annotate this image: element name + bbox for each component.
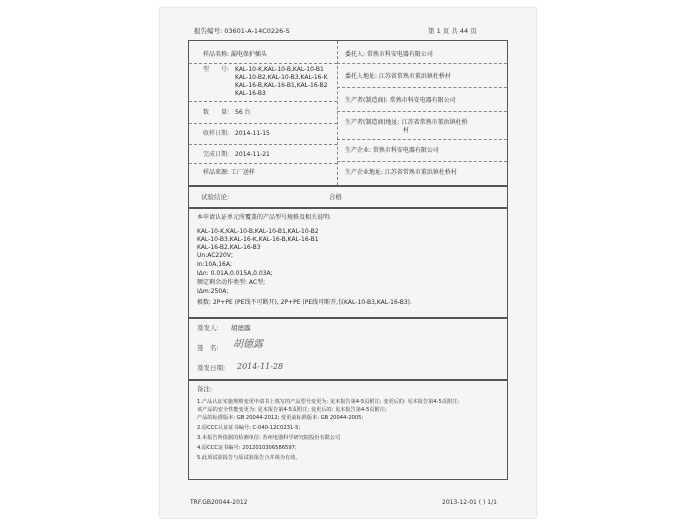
model-line: KAL-10-B2,KAL-10-B3,KAL-16-K xyxy=(235,74,328,81)
remark-line: 1.产品认证实施规则变更申请书上填写的产品型号变更为: 见本报告第4-5页附注; 变更后的: 见本报告第4-5页附注; xyxy=(197,399,460,405)
factory-address: 生产企业地址: 江苏省常熟市董浜镇杜桥村 xyxy=(345,169,457,176)
remark-line: 该产品的安全性能变更为: 见本报告第4-5页附注; 变更后的: 见本报告第4-5页附注; xyxy=(197,407,387,413)
scope-line: 极数: 2P+PE (PE线不可断开), 2P+PE (PE线可断开,仅KAL-10-B3,KAL-16-B3). xyxy=(197,299,412,306)
manufacturer: 生产者(制造商): 常熟市科安电器有限公司 xyxy=(345,97,456,104)
remark-line: 5.此项试验报告与原试验报告合并视为有效。 xyxy=(197,455,301,461)
scope-line: Un:AC220V; xyxy=(197,252,233,259)
client: 委托人: 常熟市科安电器有限公司 xyxy=(345,51,433,58)
conclusion-value: 合格 xyxy=(329,193,342,201)
conclusion-row xyxy=(188,186,508,208)
sample-source: 样品来源: 工厂送样 xyxy=(203,169,255,176)
signer-value: 胡德露 xyxy=(231,324,251,332)
scope-line: KAL-16-B2,KAL-16-B3 xyxy=(197,244,261,251)
report-page xyxy=(160,8,536,518)
scope-line: IΔn: 0.01A,0.015A,0.03A; xyxy=(197,270,273,277)
handwritten-signature: 胡德露 xyxy=(233,339,263,350)
model-line: KAL-16-B,KAL-16-B1,KAL-16-B2 xyxy=(235,82,328,89)
scope-intro: 本申请认证单元所覆盖的产品型号规格及相关说明: xyxy=(197,214,332,221)
manufacturer-address-cont: 村 xyxy=(403,127,410,134)
remark-line: 3.本报告所依据的检测单位: 苏州电器科学研究院股份有限公司 xyxy=(197,435,341,441)
signer-label: 签发人: xyxy=(197,324,219,332)
remark-line: 产品的标准版本: GB 20044-2012; 变更前标准版本: GB 20044-2005; xyxy=(197,415,364,421)
remark-line: 4.原CCC证书编号: 2012010306586597; xyxy=(197,445,297,451)
received-date-label: 收样日期: xyxy=(203,130,230,137)
completed-date-label: 完成日期: xyxy=(203,151,230,158)
scope-line: KAL-10-K,KAL-10-B,KAL-10-B1,KAL-10-B2 xyxy=(197,228,319,235)
report-number: 报告编号: 03601-A-14C0226-S xyxy=(194,27,290,35)
issue-date-label: 签发日期: xyxy=(197,364,226,372)
remarks-label: 备注: xyxy=(197,385,213,393)
scope-line: IΔm:250A; xyxy=(197,288,229,295)
remarks-section xyxy=(188,380,508,480)
quantity-value: 56 台 xyxy=(235,109,251,116)
factory: 生产企业: 常熟市科安电器有限公司 xyxy=(345,147,439,154)
client-address: 委托人地址: 江苏省常熟市董浜镇杜桥村 xyxy=(345,73,451,80)
issue-date-value: 2014-11-28 xyxy=(237,362,284,371)
scope-line: KAL-10-B3,KAL-16-K,KAL-16-B,KAL-16-B1 xyxy=(197,236,319,243)
remark-line: 2.原CCC认证证书编号: C-040-12C0231-5; xyxy=(197,425,301,431)
footer-form-code: TRF.GB20044-2012 xyxy=(190,499,248,506)
completed-date-value: 2014-11-21 xyxy=(235,151,270,158)
model-label: 型 号: xyxy=(203,66,230,73)
signature-label: 签 名: xyxy=(197,344,219,352)
received-date-value: 2014-11-15 xyxy=(235,130,270,137)
sample-name: 样品名称: 漏电保护插头 xyxy=(203,51,267,58)
scope-line: 额定剩余动作类型: AC型; xyxy=(197,279,266,286)
quantity-label: 数 量: xyxy=(203,109,230,116)
model-line: KAL-10-K,KAL-10-B,KAL-10-B1 xyxy=(235,66,324,73)
conclusion-label: 试验结论: xyxy=(201,193,230,201)
model-line: KAL-16-B3 xyxy=(235,90,266,97)
page-number: 第 1 页 共 44 页 xyxy=(428,27,477,35)
info-table xyxy=(188,40,508,186)
scope-section xyxy=(188,208,508,318)
scope-line: In:10A,16A; xyxy=(197,261,233,268)
footer-date: 2013-12-01 ( ) 1/1 xyxy=(442,499,497,506)
signature-section xyxy=(188,318,508,380)
manufacturer-address: 生产者(制造商)地址: 江苏省常熟市董浜镇杜桥 xyxy=(345,119,468,126)
